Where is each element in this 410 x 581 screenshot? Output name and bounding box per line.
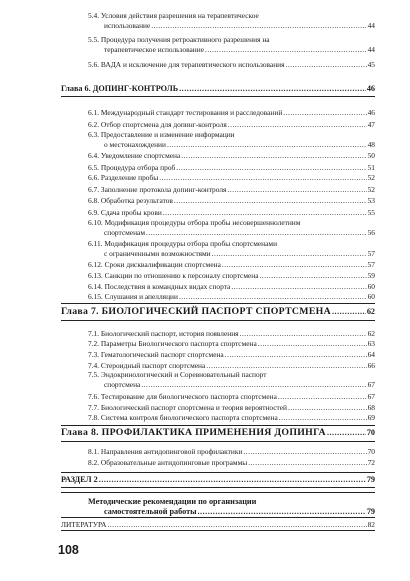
toc-entry-title: спортсменам <box>104 228 145 237</box>
toc-entry-title: 7.6. Тестирование для биологического паспорта спортсмена <box>88 392 277 401</box>
dot-leader <box>107 521 366 529</box>
toc-page-number: 52 <box>367 185 375 194</box>
toc-entry-title: 6.11. Модификация процедуры отбора пробы спортсменами <box>88 239 278 248</box>
toc-entry-title: 6.8. Обработка результатов <box>88 196 173 205</box>
toc-page-number: 57 <box>367 260 375 269</box>
toc-entry-title: 7.7. Биологический паспорт спортсмена и теория вероятностей <box>88 403 288 412</box>
dot-leader <box>179 293 367 301</box>
divider-rule <box>61 517 375 518</box>
divider-rule <box>61 492 375 493</box>
page-number: 108 <box>58 543 79 557</box>
toc-page-number: 50 <box>367 151 375 160</box>
toc-entry-title: РАЗДЕЛ 2 <box>61 475 98 484</box>
dot-leader <box>283 109 366 117</box>
toc-entry-title: 7.8. Система контроля биологического паспорта спортсмена <box>88 413 278 422</box>
toc-page-number: 79 <box>366 475 375 484</box>
toc-page-number: 62 <box>367 329 375 338</box>
divider-rule <box>61 441 375 442</box>
toc-entry-title: 6.3. Предоставление и изменение информации <box>88 130 235 139</box>
toc-entry-title: 6.12. Сроки дисквалификации спортсмена <box>88 260 221 269</box>
toc-entry-title: 7.3. Гематологический паспорт спортсмена <box>88 350 224 359</box>
toc-entry-title: терапевтическое использование <box>104 45 204 54</box>
toc-page-number: 46 <box>367 108 375 117</box>
toc-page-number: 70 <box>367 447 375 456</box>
toc-page-number: 60 <box>367 282 375 291</box>
dot-leader <box>279 414 367 422</box>
toc-entry-title: 7.1. Биологический паспорт, история появления <box>88 329 239 338</box>
toc-entry-title: с ограниченными возможностями <box>104 249 211 258</box>
toc-entry-title: 6.4. Уведомление спортсмена <box>88 151 181 160</box>
toc-page-number: 79 <box>366 507 375 516</box>
toc-entry-title: 8.2. Образовательные антидопинговые программы <box>88 458 248 467</box>
divider-rule <box>61 320 375 321</box>
dot-leader <box>225 351 367 359</box>
toc-page-number: 48 <box>367 140 375 149</box>
toc-entry-title: 6.5. Процедура отбора проб <box>88 163 176 172</box>
toc-entry-title: 6.1. Международный стандарт тестирования и расследований <box>88 108 283 117</box>
toc-entry-title: 5.6. ВАДА и исключение для терапевтического использования <box>88 60 285 69</box>
dot-leader <box>288 404 367 412</box>
dot-leader <box>260 272 367 280</box>
dot-leader <box>151 22 366 30</box>
toc-entry-title: ЛИТЕРАТУРА <box>61 520 107 529</box>
toc-entry-title: Глава 8. ПРОФИЛАКТИКА ПРИМЕНЕНИЯ ДОПИНГА <box>61 427 326 438</box>
toc-page-number: 72 <box>367 458 375 467</box>
dot-leader <box>198 508 366 516</box>
dot-leader <box>332 308 366 316</box>
dot-leader <box>258 340 367 348</box>
toc-entry-title: 5.5. Процедура получения ретроактивного разрешения на <box>88 35 270 44</box>
toc-page-number: 62 <box>366 307 375 316</box>
dot-leader <box>231 283 366 291</box>
toc-page-number: 68 <box>367 403 375 412</box>
toc-entry-title: самостоятельной работы <box>104 507 197 516</box>
toc-page-number: 51 <box>367 163 375 172</box>
toc-page-number: 57 <box>367 249 375 258</box>
dot-leader <box>159 174 366 182</box>
divider-rule <box>61 303 375 304</box>
toc-entry-title: 6.9. Сдача пробы крови <box>88 208 162 217</box>
toc-entry-title: 6.7. Заполнение протокола допинг-контроля <box>88 185 227 194</box>
dot-leader <box>167 141 367 149</box>
toc-page-number: 45 <box>367 60 375 69</box>
dot-leader <box>227 186 366 194</box>
toc-page-number: 47 <box>367 120 375 129</box>
divider-rule <box>61 472 375 473</box>
toc-entry-title: спортсмена <box>104 380 141 389</box>
toc-page-number: 55 <box>367 208 375 217</box>
dot-leader <box>286 61 367 69</box>
toc-entry-title: Методические рекомендации по организации <box>88 497 257 506</box>
toc-page-number: 67 <box>367 392 375 401</box>
divider-rule <box>61 530 375 531</box>
toc-entry-title: Глава 6. ДОПИНГ-КОНТРОЛЬ <box>61 84 179 93</box>
dot-leader <box>240 330 367 338</box>
toc-entry-title: Глава 7. БИОЛОГИЧЕСКИЙ ПАСПОРТ СПОРТСМЕНА <box>61 306 331 317</box>
divider-rule <box>61 425 375 426</box>
toc-page-number: 63 <box>367 339 375 348</box>
dot-leader <box>228 121 367 129</box>
toc-page-number: 82 <box>367 520 375 529</box>
dot-leader <box>243 448 366 456</box>
toc-page-number: 44 <box>367 21 375 30</box>
toc-entry-title: 6.6. Разделение пробы <box>88 173 159 182</box>
dot-leader <box>248 459 366 467</box>
toc-entry-title: о местонахождении <box>104 140 166 149</box>
toc-page-number: 64 <box>367 350 375 359</box>
divider-rule <box>61 96 375 97</box>
dot-leader <box>181 152 366 160</box>
dot-leader <box>179 85 366 93</box>
divider-rule <box>61 487 375 488</box>
toc-page-number: 66 <box>367 361 375 370</box>
toc-entry-title: 8.1. Направления антидопинговой профилактики <box>88 447 243 456</box>
dot-leader <box>146 229 367 237</box>
toc-page-number: 56 <box>367 228 375 237</box>
dot-leader <box>99 476 366 484</box>
dot-leader <box>278 393 367 401</box>
toc-page-number: 53 <box>367 196 375 205</box>
toc-entry-title: 7.4. Стероидный паспорт спортсмена <box>88 361 206 370</box>
toc-page-number: 70 <box>366 428 375 437</box>
toc-entry-title: 5.4. Условия действия разрешения на терапевтическое <box>88 11 259 20</box>
toc-entry-title: 6.2. Отбор спортсмена для допинг-контроля <box>88 120 227 129</box>
dot-leader <box>327 429 366 437</box>
toc-entry-title: 6.15. Слушания и апелляции <box>88 292 178 301</box>
toc-entry-title: 7.2. Параметры Биологического паспорта спортсмена <box>88 339 257 348</box>
toc-page-number: 52 <box>367 173 375 182</box>
dot-leader <box>205 46 367 54</box>
dot-leader <box>212 250 367 258</box>
toc-entry-title: использование <box>104 21 151 30</box>
toc-page-number: 46 <box>366 84 375 93</box>
toc-page-number: 67 <box>367 380 375 389</box>
toc-entry-title: 7.5. Эндокринологический и Соревновательный паспорт <box>88 370 267 379</box>
toc-entry-title: 6.14. Последствия в командных видах спорта <box>88 282 231 291</box>
toc-page-number: 59 <box>367 271 375 280</box>
toc-entry-title: 6.10. Модификация процедуры отбора пробы несовершеннолетним <box>88 218 301 227</box>
dot-leader <box>222 261 367 269</box>
dot-leader <box>176 164 366 172</box>
dot-leader <box>174 197 367 205</box>
toc-page-number: 44 <box>367 45 375 54</box>
dot-leader <box>163 209 367 217</box>
dot-leader <box>141 381 366 389</box>
toc-entry-title: 6.13. Санкции по отношению к персоналу спортсмена <box>88 271 259 280</box>
toc-page-number: 60 <box>367 292 375 301</box>
toc-page-number: 69 <box>367 413 375 422</box>
